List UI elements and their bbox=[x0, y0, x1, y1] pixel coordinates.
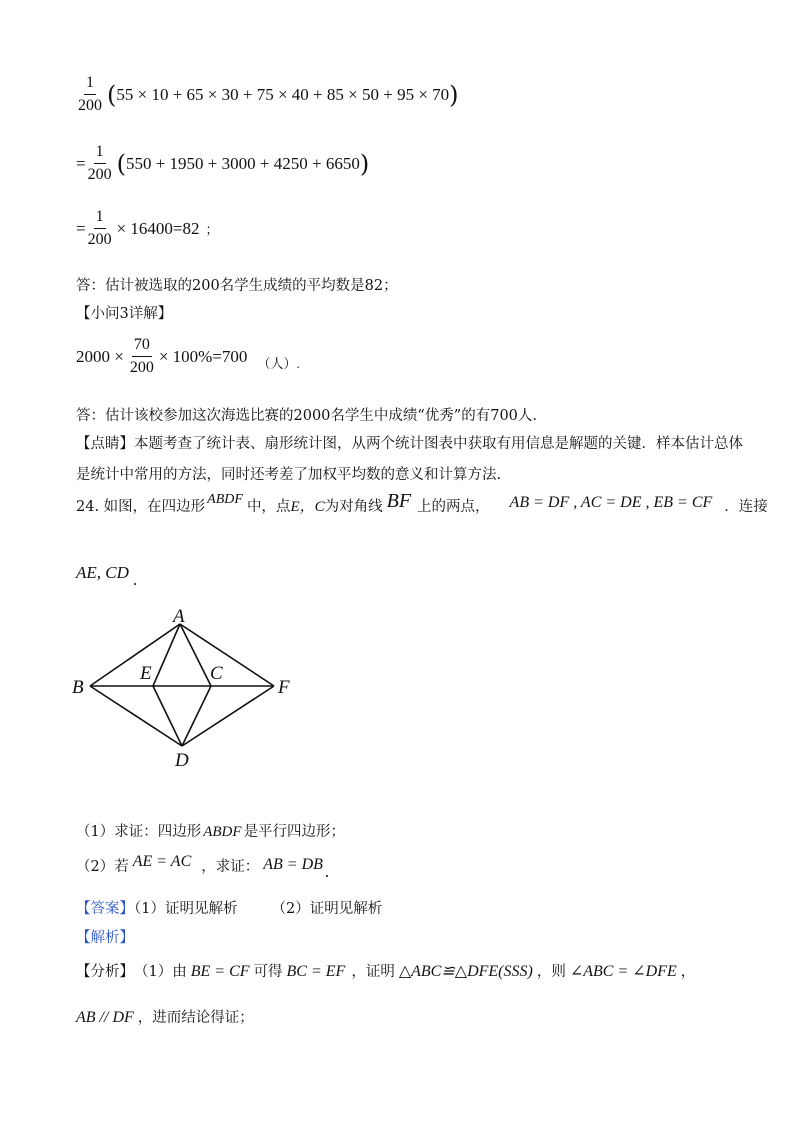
fraction: $\frac{1}{200}$ bbox=[87, 208, 112, 248]
question-24-connect: AE, CD . bbox=[76, 563, 138, 589]
calc-line-2: = $\frac{1}{200}$ ( 550 + 1950 + 3000 + 4250 + 6650 ) bbox=[76, 143, 370, 183]
analysis-label: 【解析】 bbox=[76, 930, 134, 946]
fraction: $\frac{1}{200}$ bbox=[87, 143, 112, 183]
label-A: A bbox=[173, 606, 185, 627]
comment-line-1: 【点睛】本题考查了统计表、扇形统计图，从两个统计图表中获取有用信息是解题的关键．样本估计总体 bbox=[76, 436, 743, 452]
calc-line-2-body: 550 + 1950 + 3000 + 4250 + 6650 bbox=[125, 153, 360, 173]
label-C: C bbox=[210, 663, 223, 684]
answer-line: 【答案】（1）证明见解析 （2）证明见解析 bbox=[76, 901, 383, 917]
fraction: $\frac{1}{200}$ bbox=[78, 74, 102, 114]
answer-mean: 答：估计被选取的200名学生成绩的平均数是82； bbox=[76, 278, 398, 294]
fraction: $\frac{70}{200}$ bbox=[129, 336, 154, 376]
comment-label: 【点睛】 bbox=[76, 436, 134, 452]
label-D: D bbox=[175, 750, 189, 771]
answer-excellent: 答：估计该校参加这次海选比赛的2000名学生中成绩“优秀”的有700人. bbox=[76, 408, 538, 424]
part-2: （2）若 AE = AC ，求证： AB = DB . bbox=[76, 853, 330, 881]
label-E: E bbox=[140, 663, 152, 684]
label-B: B bbox=[72, 677, 84, 698]
calc-line-3: = $\frac{1}{200}$ × 16400=82 ； bbox=[76, 208, 219, 248]
segment-AF bbox=[180, 624, 274, 686]
comment-line-2: 是统计中常用的方法，同时还考差了加权平均数的意义和计算方法. bbox=[76, 467, 502, 483]
fenxi-line-2: AB // DF ，进而结论得证； bbox=[76, 1009, 254, 1026]
label-F: F bbox=[278, 677, 290, 698]
geometry-figure bbox=[60, 600, 310, 780]
calc-line-1: $\frac{1}{200}$ ( 55 × 10 + 65 × 30 + 75 × 40 + 85 × 50 + 95 × 70 ) bbox=[78, 74, 459, 114]
question-24-stem: 24. 如图，在四边形 ABDF 中，点 E，C 为对角线 BF 上的两点， AB = DF , AC = DE , EB = CF ．连接 bbox=[76, 490, 768, 515]
calc-line-1-body: 55 × 10 + 65 × 30 + 75 × 40 + 85 × 50 + 95 × 70 bbox=[116, 84, 450, 104]
subquestion-3-heading: 【小问3详解】 bbox=[76, 306, 173, 322]
answer-label: 【答案】 bbox=[76, 901, 134, 917]
calc-excellent: 2000 × $\frac{70}{200}$ × 100%=700 （人）. bbox=[76, 336, 300, 376]
fenxi-line-1: 【分析】 （1）由 BE = CF 可得 BC = EF ，证明 △ABC≌△DFE(SSS) ，则 ∠ABC = ∠DFE ， bbox=[76, 963, 696, 980]
part-1: （1）求证：四边形 ABDF 是平行四边形； bbox=[76, 824, 346, 840]
